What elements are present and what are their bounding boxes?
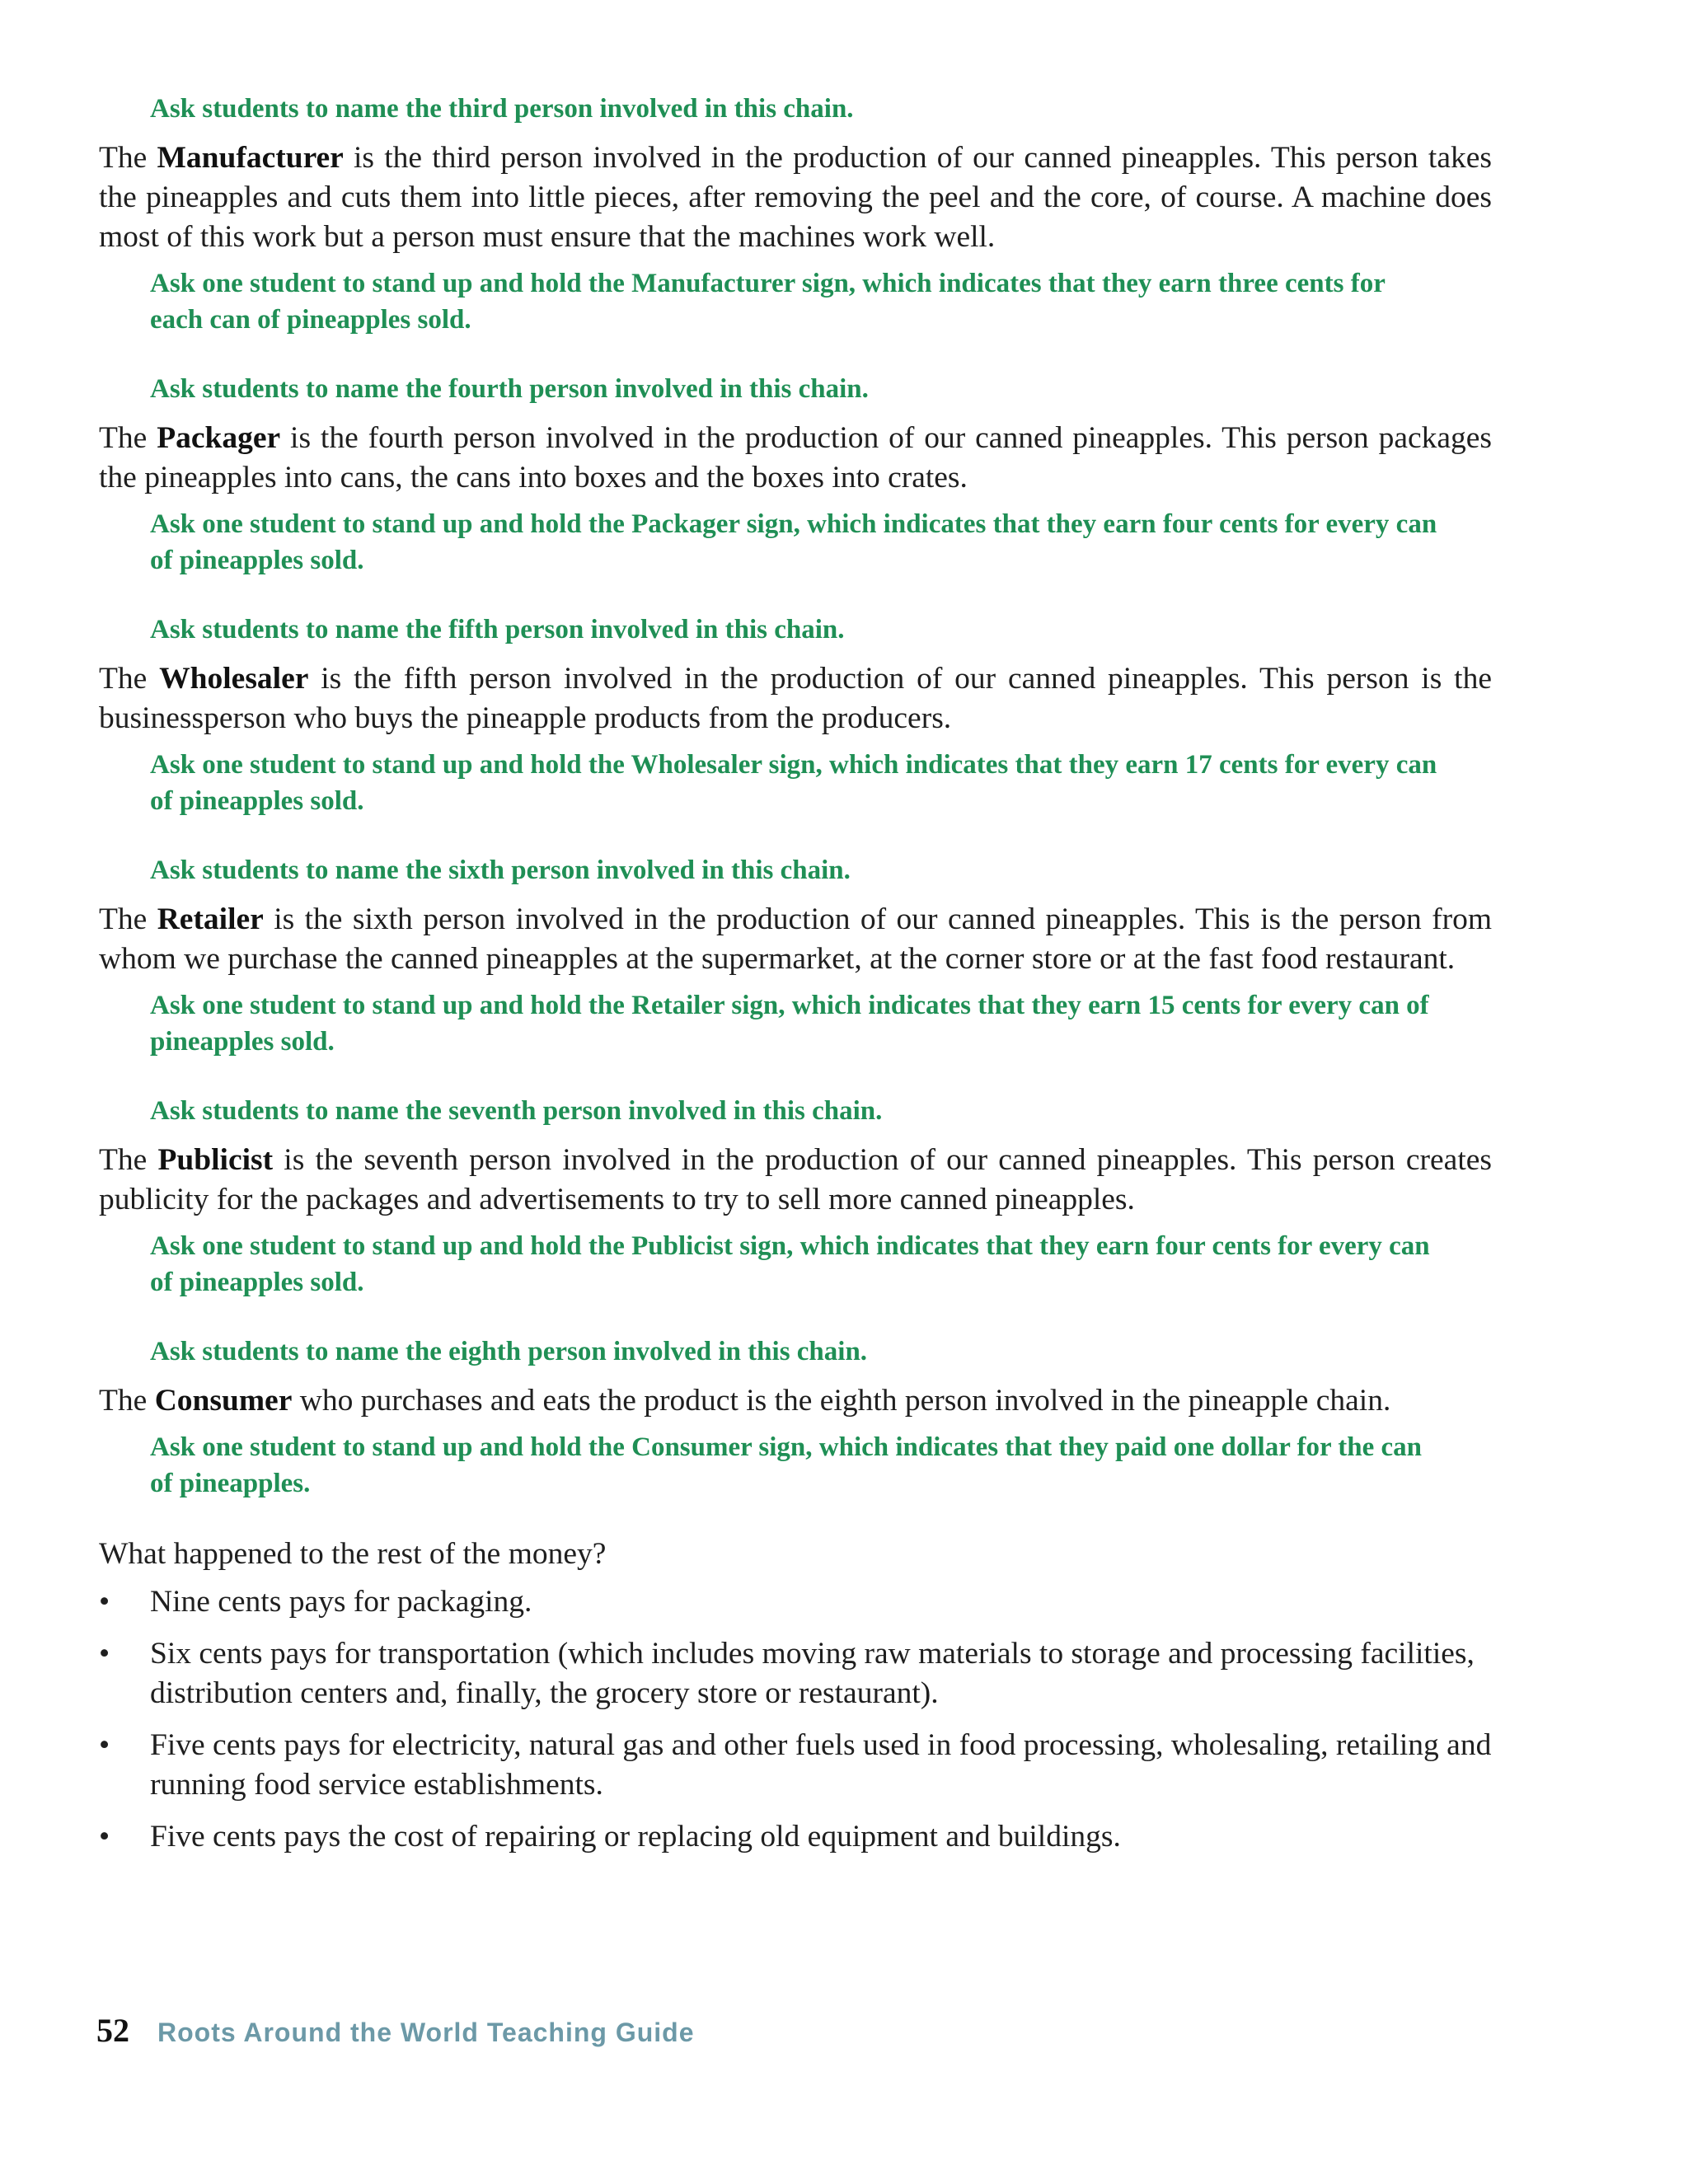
role-name: Packager [157,421,281,455]
role-name: Publicist [157,1143,274,1177]
bullet-list [99,1582,1492,1857]
question-text: What happened to the rest of the money? [99,1537,607,1571]
instruction-ask-name: Ask students to name the eighth person involved in this chain. [150,1337,868,1366]
list-item-text: Six cents pays for transportation (which includes moving raw materials to storage and processing facilities, distribution centers and, finally, the grocery store or restaurant). [150,1637,1475,1710]
paragraph-text: is the fifth person involved in the production of our canned pineapples. This person is the businessperson who buys the pineapple products from the producers. [99,662,1492,735]
paragraph [99,1141,1492,1220]
page-content [99,91,1492,1869]
instruction-ask-name: Ask students to name the sixth person involved in this chain. [150,855,851,885]
instruction-ask-stand: Ask one student to stand up and hold the Manufacturer sign, which indicates that they earn three cents for each can of pineapples sold. [150,269,1386,335]
guide-title: Roots Around the World Teaching Guide [157,2018,695,2047]
role-name: Consumer [154,1384,293,1418]
list-item [99,1634,1492,1713]
paragraph-text: is the seventh person involved in the production of our canned pineapples. This person creates publicity for the packages and advertisements to try to sell more canned pineapples. [99,1143,1492,1216]
paragraph-lead: The [99,421,157,455]
paragraph-text: who purchases and eats the product is the eighth person involved in the pineapple chain. [292,1384,1391,1418]
paragraph-lead: The [99,662,160,696]
section-manufacturer [99,91,1492,338]
bullet-icon: • [99,1820,110,1854]
paragraph [99,419,1492,498]
instruction-ask-name: Ask students to name the seventh person involved in this chain. [150,1096,883,1126]
paragraph-text: is the fourth person involved in the production of our canned pineapples. This person packages the pineapples into cans, the cans into boxes and the boxes into crates. [99,421,1492,494]
list-item [99,1817,1492,1857]
paragraph-text: is the sixth person involved in the production of our canned pineapples. This is the person from whom we purchase the canned pineapples at the supermarket, at the corner store or at the fast food restaurant. [99,902,1492,976]
paragraph-lead: The [99,902,157,936]
instruction-ask-stand: Ask one student to stand up and hold the Retailer sign, which indicates that they earn 15 cents for every can of pineapples sold. [150,991,1429,1057]
section-retailer [99,852,1492,1060]
instruction-ask-stand: Ask one student to stand up and hold the Consumer sign, which indicates that they paid one dollar for the can of pineapples. [150,1432,1423,1498]
list-item-text: Nine cents pays for packaging. [150,1585,532,1619]
paragraph-text: is the third person involved in the production of our canned pineapples. This person takes the pineapples and cuts them into little pieces, after removing the peel and the core, of course. A machine does most of this work but a person must ensure that the machines work well. [99,141,1492,254]
paragraph [99,900,1492,979]
instruction-ask-stand: Ask one student to stand up and hold the Wholesaler sign, which indicates that they earn 17 cents for every can of pineapples sold. [150,750,1437,816]
section-publicist [99,1093,1492,1301]
instruction-ask-name: Ask students to name the fourth person involved in this chain. [150,374,869,404]
section-consumer [99,1333,1492,1502]
paragraph-lead: The [99,141,157,175]
paragraph-lead: The [99,1384,155,1418]
paragraph-lead: The [99,1143,158,1177]
list-item [99,1726,1492,1805]
instruction-ask-stand: Ask one student to stand up and hold the Packager sign, which indicates that they earn four cents for every can of pineapples sold. [150,509,1437,575]
list-item-text: Five cents pays for electricity, natural gas and other fuels used in food processing, wholesaling, retailing and running food service establishments. [150,1728,1492,1802]
bullet-icon: • [99,1637,110,1671]
list-item-text: Five cents pays the cost of repairing or replacing old equipment and buildings. [150,1820,1121,1854]
list-item [99,1582,1492,1622]
instruction-ask-name: Ask students to name the third person involved in this chain. [150,94,854,124]
instruction-ask-name: Ask students to name the fifth person involved in this chain. [150,615,845,644]
instruction-ask-stand: Ask one student to stand up and hold the Publicist sign, which indicates that they earn four cents for every can of pineapples sold. [150,1231,1430,1297]
role-name: Retailer [157,902,264,936]
section-packager [99,371,1492,579]
paragraph [99,138,1492,257]
role-name: Wholesaler [159,662,309,696]
bullet-icon: • [99,1728,110,1762]
bullet-icon: • [99,1585,110,1619]
paragraph [99,659,1492,738]
section-wholesaler [99,612,1492,819]
role-name: Manufacturer [157,141,344,175]
page-footer [96,2011,695,2050]
paragraph [99,1381,1492,1421]
page-number: 52 [96,2012,129,2049]
